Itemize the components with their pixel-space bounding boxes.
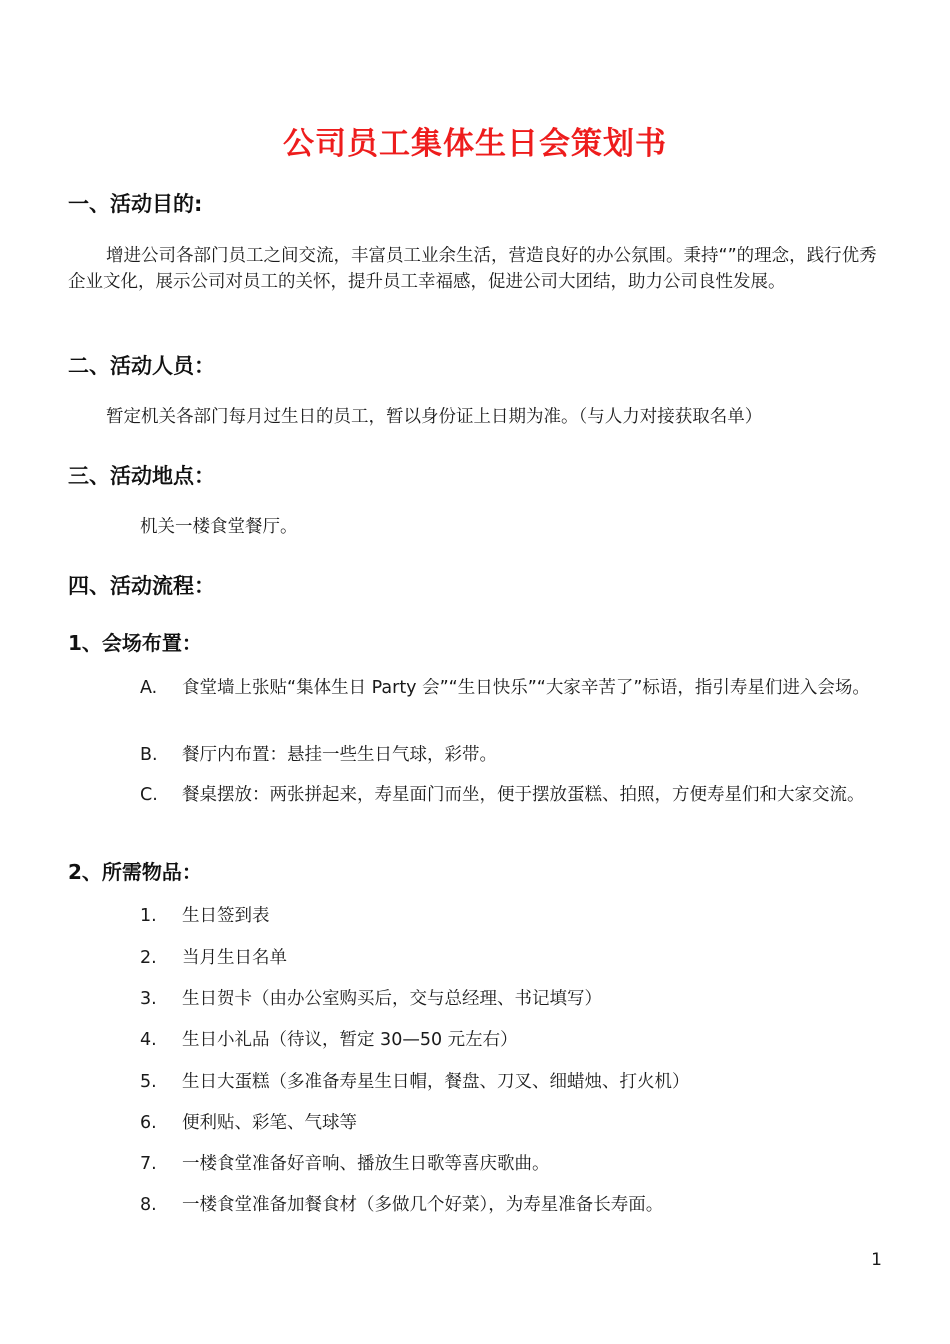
venue-item-b-text: 餐厅内布置：悬挂一些生日气球，彩带。	[182, 745, 497, 765]
supply-item-number: 7.	[140, 1154, 157, 1174]
section-heading-location: 三、活动地点：	[68, 464, 215, 488]
section-heading-people: 二、活动人员：	[68, 354, 215, 378]
venue-item-a-text: 食堂墙上张贴“集体生日 Party 会”“生日快乐”“大家辛苦了”标语，指引寿星们进入会场。	[182, 678, 870, 698]
venue-item-marker: A.	[140, 678, 158, 698]
supply-item-number: 8.	[140, 1195, 157, 1215]
supply-item	[140, 945, 287, 971]
supply-item-text: 一楼食堂准备加餐食材（多做几个好菜），为寿星准备长寿面。	[182, 1195, 664, 1215]
supply-item-number: 3.	[140, 989, 157, 1009]
document-title: 公司员工集体生日会策划书	[283, 126, 667, 162]
supply-item-number: 4.	[140, 1030, 157, 1050]
supply-item	[140, 1027, 518, 1053]
venue-item-marker: C.	[140, 785, 158, 805]
location-paragraph: 机关一楼食堂餐厅。	[140, 517, 298, 537]
purpose-paragraph: 增进公司各部门员工之间交流，丰富员工业余生活，营造良好的办公氛围。秉持“”的理念，践行优秀企业文化，展示公司对员工的关怀，提升员工幸福感，促进公司大团结，助力公司良性发展。	[68, 246, 877, 292]
supply-item-text: 生日小礼品（待议，暂定 30—50 元左右）	[182, 1030, 518, 1050]
section-heading-process: 四、活动流程：	[68, 574, 215, 598]
supply-item-text: 一楼食堂准备好音响、播放生日歌等喜庆歌曲。	[182, 1154, 550, 1174]
supply-item	[140, 986, 602, 1012]
supply-item-text: 便利贴、彩笔、气球等	[182, 1113, 357, 1133]
supply-item-number: 1.	[140, 906, 157, 926]
venue-item-marker: B.	[140, 745, 158, 765]
people-paragraph: 暂定机关各部门每月过生日的员工，暂以身份证上日期为准。（与人力对接获取名单）	[106, 407, 763, 427]
supply-item-text: 当月生日名单	[182, 948, 287, 968]
supply-item	[140, 1110, 357, 1136]
supply-item-text: 生日贺卡（由办公室购买后，交与总经理、书记填写）	[182, 989, 602, 1009]
supply-item	[140, 1192, 663, 1218]
supply-item-number: 5.	[140, 1072, 157, 1092]
supply-item	[140, 1151, 550, 1177]
section-heading-purpose: 一、活动目的:	[68, 192, 203, 216]
supply-item-text: 生日签到表	[182, 906, 270, 926]
venue-item-c-text: 餐桌摆放：两张拼起来，寿星面门而坐，便于摆放蛋糕、拍照，方便寿星们和大家交流。	[182, 785, 865, 805]
supply-item	[140, 1069, 690, 1095]
supply-item-text: 生日大蛋糕（多准备寿星生日帽，餐盘、刀叉、细蜡烛、打火机）	[182, 1072, 690, 1092]
subsection-heading-venue: 1、会场布置：	[68, 631, 202, 655]
supply-item	[140, 903, 270, 929]
page-number: 1	[871, 1250, 882, 1270]
supply-item-number: 2.	[140, 948, 157, 968]
subsection-heading-supplies: 2、所需物品：	[68, 860, 202, 884]
supply-item-number: 6.	[140, 1113, 157, 1133]
